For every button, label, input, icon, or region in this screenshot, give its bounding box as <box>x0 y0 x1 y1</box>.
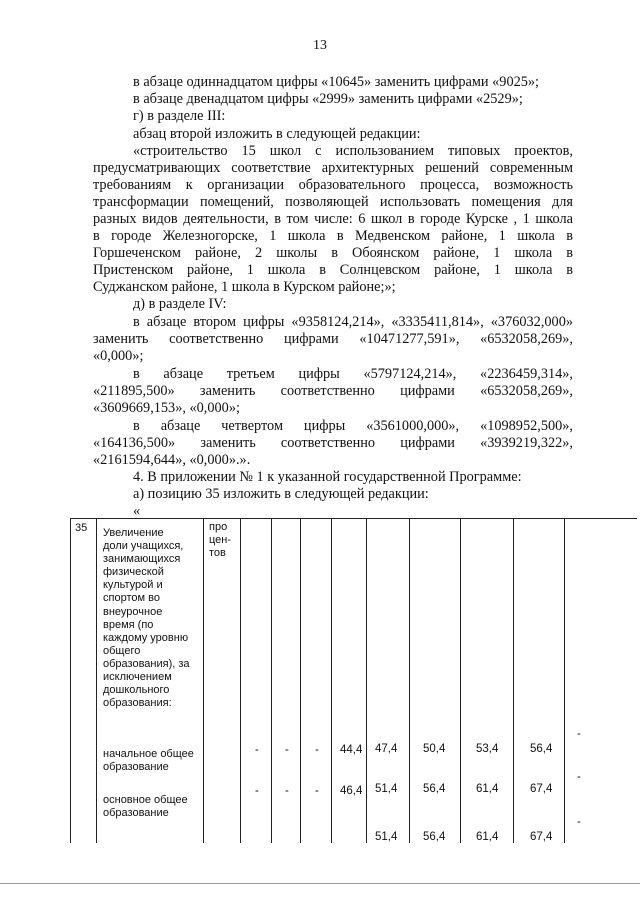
paragraph-line: «2161594,644», «0,000».». <box>93 452 251 468</box>
unit-cell: про цен- тов <box>209 521 232 560</box>
table-cell: - <box>285 744 289 756</box>
table-cell: 44,4 <box>340 744 363 756</box>
paragraph-line: разных видов деятельности, в том числе: 6 школ в городе Курске , 1 школа <box>93 211 573 227</box>
table-cell: 46,4 <box>340 785 363 797</box>
table-cell: - <box>285 785 289 797</box>
paragraph-line: «211895,500» заменить соответственно цифрами «6532058,269», <box>93 383 573 399</box>
paragraph-line: в абзаце втором цифры «9358124,214», «3335411,814», «376032,000» <box>133 314 573 330</box>
table-cell: - <box>577 816 581 828</box>
table-rule <box>240 518 241 843</box>
text-line: 4. В приложении № 1 к указанной государственной Программе: <box>133 469 522 485</box>
table-rule <box>331 518 332 843</box>
position-number: 35 <box>75 522 88 534</box>
table-rule <box>513 518 514 843</box>
paragraph-line: «164136,500» заменить соответственно цифрами «3939219,322», <box>93 435 573 451</box>
table-rule <box>203 518 204 843</box>
table-cell: 61,4 <box>476 831 499 843</box>
text-line: в абзаце одиннадцатом цифры «10645» заменить цифрами «9025»; <box>133 74 540 90</box>
text-line: « <box>133 503 141 519</box>
paragraph-line: в городе Железногорске, 1 школа в Медвенском районе, 1 школа в <box>93 228 573 244</box>
table-cell: - <box>255 785 259 797</box>
row-label: начальное общее образование <box>103 748 194 774</box>
paragraph-line: в абзаце четвертом цифры «3561000,000», «1098952,500», <box>133 418 573 434</box>
table-rule <box>70 518 637 519</box>
table-cell: - <box>315 744 319 756</box>
table-rule <box>271 518 272 843</box>
text-line: д) в разделе IV: <box>133 296 227 312</box>
table-rule <box>366 518 367 843</box>
table-rule <box>460 518 461 843</box>
paragraph-line: требованиям к организации образовательного процесса, возможность <box>93 177 573 193</box>
table-cell: 47,4 <box>375 743 398 755</box>
table-cell: - <box>255 744 259 756</box>
table-cell: - <box>315 785 319 797</box>
table-cell: - <box>577 728 581 740</box>
paragraph-line: трансформации помещений, позволяющей использовать помещения для <box>93 194 573 210</box>
table-cell: 51,4 <box>375 831 398 843</box>
paragraph-line: Пристенском районе, 1 школа в Солнцевском районе, 1 школа в <box>93 262 573 278</box>
table-cell: 50,4 <box>423 743 446 755</box>
text-line: в абзаце двенадцатом цифры «2999» заменить цифрами «2529»; <box>133 91 523 107</box>
table-cell: 67,4 <box>530 783 553 795</box>
table-rule <box>300 518 301 843</box>
text-line: а) позицию 35 изложить в следующей редакции: <box>133 486 429 502</box>
paragraph-line: Суджанском районе, 1 школа в Курском районе;»; <box>93 279 396 295</box>
row-label: основное общее образование <box>103 794 188 820</box>
text-line: абзац второй изложить в следующей редакции: <box>133 126 421 142</box>
table-cell: 56,4 <box>423 831 446 843</box>
paragraph-line: Горшеченском районе, 2 школы в Обоянском районе, 1 школа в <box>93 245 573 261</box>
table-rule <box>70 518 71 843</box>
paragraph-line: «0,000»; <box>93 348 144 364</box>
table-rule <box>409 518 410 843</box>
text-line: г) в разделе III: <box>133 108 226 124</box>
page-edge-rule <box>0 883 640 884</box>
paragraph-line: «3609669,153», «0,000»; <box>93 400 240 416</box>
table-cell: 67,4 <box>530 831 553 843</box>
paragraph-line: в абзаце третьем цифры «5797124,214», «2236459,314», <box>133 366 573 382</box>
paragraph-line: заменить соответственно цифрами «10471277,591», «6532058,269», <box>93 331 573 347</box>
table-cell: 51,4 <box>375 783 398 795</box>
indicator-name: Увеличение доли учащихся, занимающихся физической культурой и спортом во внеурочное время (по каждому уровню общего образования), за исключением дошкольного образования: <box>103 527 190 710</box>
table-rule <box>96 518 97 843</box>
table-cell: - <box>577 771 581 783</box>
paragraph-line: «строительство 15 школ с использованием типовых проектов, <box>133 143 573 159</box>
table-cell: 53,4 <box>476 743 499 755</box>
table-cell: 61,4 <box>476 783 499 795</box>
page-number: 13 <box>313 38 327 53</box>
table-rule <box>564 518 565 843</box>
paragraph-line: предусматривающих соответствие архитектурных решений современным <box>93 160 573 176</box>
table-cell: 56,4 <box>530 743 553 755</box>
table-cell: 56,4 <box>423 783 446 795</box>
indicator-table <box>70 518 637 843</box>
